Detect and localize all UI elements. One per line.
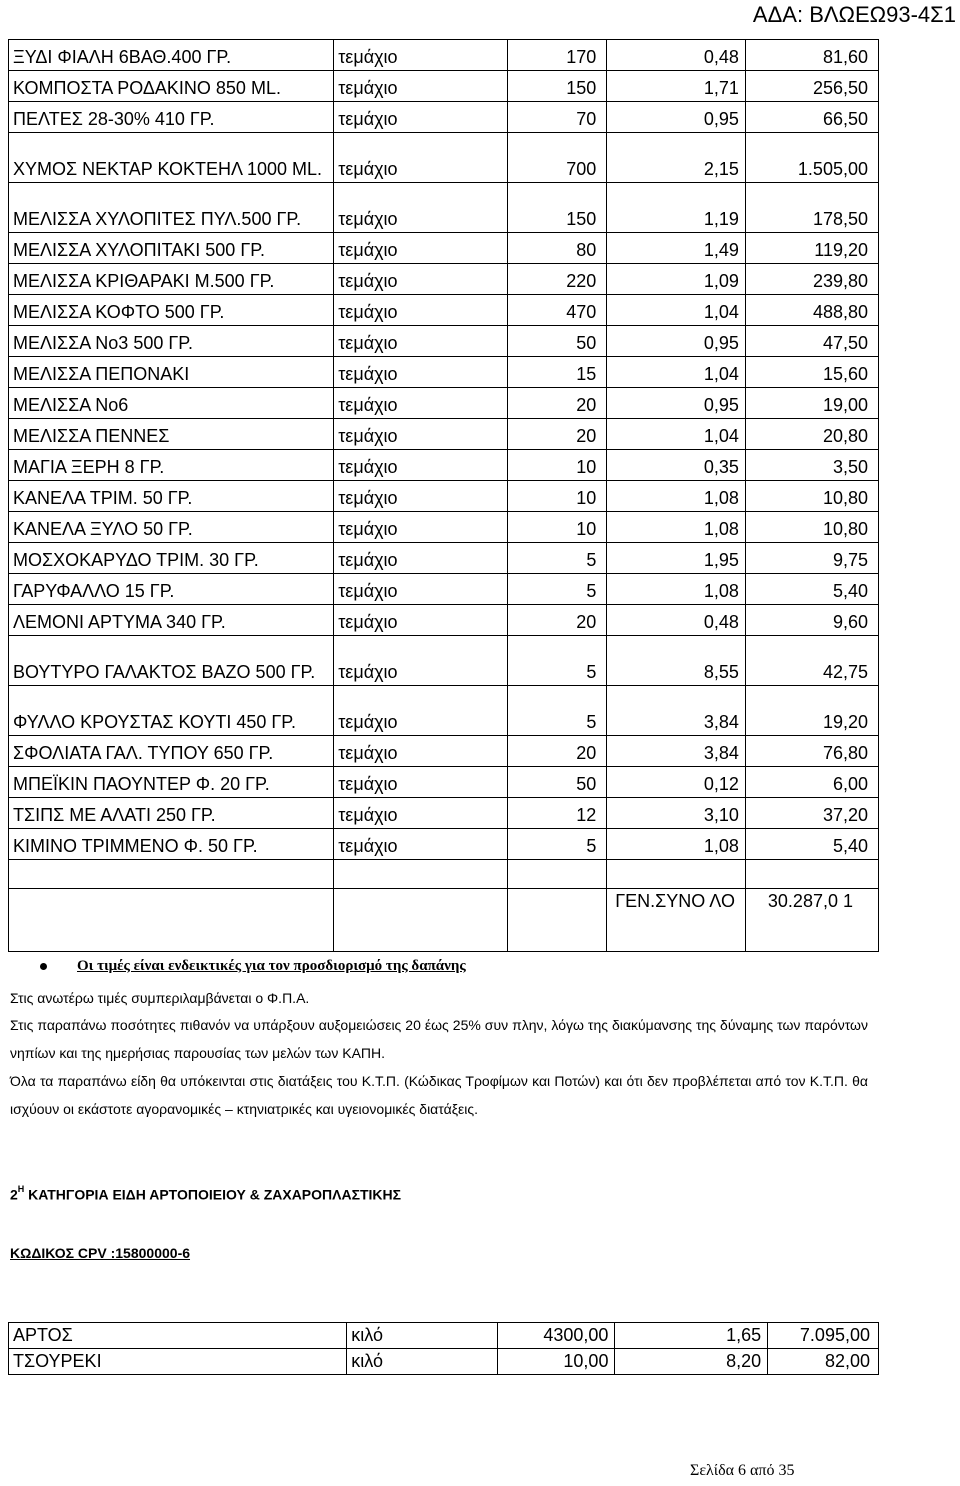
item-price: 1,71: [607, 71, 746, 102]
item-description: ΜΕΛΙΣΣΑ ΧΥΛΟΠΙΤΕΣ ΠΥΛ.500 ΓΡ.: [9, 183, 334, 233]
item-unit: τεμάχιο: [334, 512, 508, 543]
bread-total: 82,00: [768, 1349, 879, 1375]
item-unit: τεμάχιο: [334, 295, 508, 326]
item-description: ΜΠΕΪΚΙΝ ΠΑΟΥΝΤΕΡ Φ. 20 ΓΡ.: [9, 767, 334, 798]
table-row: [9, 512, 879, 543]
table-row: [9, 798, 879, 829]
item-price: 0,95: [607, 102, 746, 133]
table-row: [9, 183, 879, 233]
table-row: [9, 40, 879, 71]
bread-unit: κιλό: [347, 1349, 497, 1375]
table-row: [9, 543, 879, 574]
item-total: 5,40: [745, 829, 878, 860]
item-unit: τεμάχιο: [334, 686, 508, 736]
note-quantities: Στις παραπάνω ποσότητες πιθανόν να υπάρξουν αυξομειώσεις 20 έως 25% συν πλην, λόγω της διακύμανσης της δύναμης των παρόντων νηπίων και της ημερήσιας παρουσίας των μελών των ΚΑΠΗ.: [10, 1017, 868, 1061]
item-quantity: 5: [508, 574, 607, 605]
item-quantity: 70: [508, 102, 607, 133]
item-unit: τεμάχιο: [334, 102, 508, 133]
table-row: [9, 264, 879, 295]
item-total: 1.505,00: [745, 133, 878, 183]
item-unit: τεμάχιο: [334, 829, 508, 860]
bread-total: 7.095,00: [768, 1323, 879, 1349]
note-bullet: [40, 958, 466, 975]
item-description: ΦΥΛΛΟ ΚΡΟΥΣΤΑΣ ΚΟΥΤΙ 450 ΓΡ.: [9, 686, 334, 736]
bread-price: 1,65: [615, 1323, 768, 1349]
item-quantity: 470: [508, 295, 607, 326]
item-price: 0,35: [607, 450, 746, 481]
table-row: [9, 605, 879, 636]
item-quantity: 80: [508, 233, 607, 264]
item-total: 42,75: [745, 636, 878, 686]
item-total: 239,80: [745, 264, 878, 295]
item-description: ΜΟΣΧΟΚΑΡΥΔΟ ΤΡΙΜ. 30 ΓΡ.: [9, 543, 334, 574]
item-total: 20,80: [745, 419, 878, 450]
item-description: ΜΕΛΙΣΣΑ ΠΕΝΝΕΣ: [9, 419, 334, 450]
item-total: 37,20: [745, 798, 878, 829]
item-description: ΛΕΜΟΝΙ ΑΡΤΥΜΑ 340 ΓΡ.: [9, 605, 334, 636]
item-total: 9,75: [745, 543, 878, 574]
item-description: ΚΑΝΕΛΑ ΞΥΛΟ 50 ΓΡ.: [9, 512, 334, 543]
item-quantity: 20: [508, 388, 607, 419]
item-total: 9,60: [745, 605, 878, 636]
item-price: 1,04: [607, 295, 746, 326]
items-table: [8, 39, 879, 952]
item-description: ΧΥΜΟΣ ΝΕΚΤΑΡ ΚΟΚΤΕΗΛ 1000 ML.: [9, 133, 334, 183]
item-total: 15,60: [745, 357, 878, 388]
table-row: [9, 736, 879, 767]
item-quantity: 170: [508, 40, 607, 71]
item-unit: τεμάχιο: [334, 71, 508, 102]
item-quantity: 150: [508, 183, 607, 233]
item-total: 3,50: [745, 450, 878, 481]
item-price: 1,09: [607, 264, 746, 295]
item-total: 66,50: [745, 102, 878, 133]
item-price: 0,48: [607, 40, 746, 71]
item-unit: τεμάχιο: [334, 183, 508, 233]
item-price: 1,08: [607, 481, 746, 512]
table-row: [9, 686, 879, 736]
bullet-icon: [40, 963, 47, 970]
note-vat: Στις ανωτέρω τιμές συμπεριλαμβάνεται ο Φ.Π.Α.: [10, 990, 310, 1006]
item-total: 6,00: [745, 767, 878, 798]
item-quantity: 5: [508, 543, 607, 574]
grand-total-row: [9, 889, 879, 952]
item-unit: τεμάχιο: [334, 264, 508, 295]
category-number: 2: [10, 1186, 18, 1203]
item-description: ΞΥΔΙ ΦΙΑΛΗ 6ΒΑΘ.400 ΓΡ.: [9, 40, 334, 71]
table-row: [9, 636, 879, 686]
item-price: 0,12: [607, 767, 746, 798]
bread-table: [8, 1322, 879, 1375]
item-price: 0,48: [607, 605, 746, 636]
item-quantity: 220: [508, 264, 607, 295]
item-unit: τεμάχιο: [334, 388, 508, 419]
item-description: ΠΕΛΤΕΣ 28-30% 410 ΓΡ.: [9, 102, 334, 133]
page-number: Σελίδα 6 από 35: [690, 1462, 795, 1479]
item-total: 178,50: [745, 183, 878, 233]
item-quantity: 5: [508, 636, 607, 686]
item-unit: τεμάχιο: [334, 357, 508, 388]
bread-unit: κιλό: [347, 1323, 497, 1349]
item-price: 3,84: [607, 686, 746, 736]
cpv-code: ΚΩΔΙΚΟΣ CPV :15800000-6: [10, 1245, 191, 1261]
table-row: [9, 388, 879, 419]
table-row: [9, 450, 879, 481]
item-price: 8,55: [607, 636, 746, 686]
table-row: [9, 295, 879, 326]
item-unit: τεμάχιο: [334, 736, 508, 767]
item-description: ΜΕΛΙΣΣΑ ΚΡΙΘΑΡΑΚΙ Μ.500 ΓΡ.: [9, 264, 334, 295]
item-price: 1,08: [607, 512, 746, 543]
item-unit: τεμάχιο: [334, 481, 508, 512]
note-regulations: Όλα τα παραπάνω είδη θα υπόκεινται στις διατάξεις του Κ.Τ.Π. (Κώδικας Τροφίμων και Ποτών) και ότι δεν προβλέπεται από τον Κ.Τ.Π. θα ισχύουν οι εκάστοτε αγορανομικές – κτηνιατρικές και υγειονομικές διατάξεις.: [10, 1073, 868, 1117]
item-price: 1,08: [607, 574, 746, 605]
item-unit: τεμάχιο: [334, 419, 508, 450]
category-title: ΚΑΤΗΓΟΡΙΑ ΕΙΔΗ ΑΡΤΟΠΟΙΕΙΟΥ & ΖΑΧΑΡΟΠΛΑΣΤΙΚΗΣ: [24, 1186, 402, 1203]
item-unit: τεμάχιο: [334, 636, 508, 686]
item-description: ΤΣΙΠΣ ΜΕ ΑΛΑΤΙ 250 ΓΡ.: [9, 798, 334, 829]
item-quantity: 5: [508, 686, 607, 736]
item-unit: τεμάχιο: [334, 133, 508, 183]
item-unit: τεμάχιο: [334, 574, 508, 605]
item-total: 256,50: [745, 71, 878, 102]
item-description: ΓΑΡΥΦΑΛΛΟ 15 ΓΡ.: [9, 574, 334, 605]
item-quantity: 700: [508, 133, 607, 183]
bread-quantity: 4300,00: [497, 1323, 615, 1349]
grand-total-label: ΓΕΝ.ΣΥΝΟ ΛΟ: [607, 889, 746, 952]
item-description: ΜΑΓΙΑ ΞΕΡΗ 8 ΓΡ.: [9, 450, 334, 481]
item-unit: τεμάχιο: [334, 40, 508, 71]
item-total: 5,40: [745, 574, 878, 605]
item-unit: τεμάχιο: [334, 450, 508, 481]
item-price: 3,84: [607, 736, 746, 767]
item-description: ΜΕΛΙΣΣΑ ΧΥΛΟΠΙΤΑΚΙ 500 ΓΡ.: [9, 233, 334, 264]
item-description: ΚΑΝΕΛΑ ΤΡΙΜ. 50 ΓΡ.: [9, 481, 334, 512]
item-quantity: 10: [508, 512, 607, 543]
item-quantity: 12: [508, 798, 607, 829]
table-row: [9, 481, 879, 512]
item-total: 19,20: [745, 686, 878, 736]
grand-total-value: 30.287,0 1: [745, 889, 878, 952]
item-quantity: 5: [508, 829, 607, 860]
item-unit: τεμάχιο: [334, 326, 508, 357]
category-heading: [10, 1186, 401, 1203]
item-price: 3,10: [607, 798, 746, 829]
item-total: 19,00: [745, 388, 878, 419]
bread-description: ΤΣΟΥΡΕΚΙ: [9, 1349, 347, 1375]
table-row: [9, 419, 879, 450]
item-price: 1,04: [607, 357, 746, 388]
item-quantity: 50: [508, 767, 607, 798]
item-total: 119,20: [745, 233, 878, 264]
item-description: ΚΙΜΙΝΟ ΤΡΙΜΜΕΝΟ Φ. 50 ΓΡ.: [9, 829, 334, 860]
item-quantity: 10: [508, 481, 607, 512]
item-total: 76,80: [745, 736, 878, 767]
bread-description: ΑΡΤΟΣ: [9, 1323, 347, 1349]
table-row: [9, 1323, 879, 1349]
table-row: [9, 357, 879, 388]
item-total: 10,80: [745, 481, 878, 512]
bread-quantity: 10,00: [497, 1349, 615, 1375]
table-row: [9, 829, 879, 860]
item-price: 1,04: [607, 419, 746, 450]
item-unit: τεμάχιο: [334, 767, 508, 798]
item-unit: τεμάχιο: [334, 233, 508, 264]
table-row: [9, 102, 879, 133]
item-price: 1,49: [607, 233, 746, 264]
table-row: [9, 767, 879, 798]
item-quantity: 10: [508, 450, 607, 481]
item-quantity: 50: [508, 326, 607, 357]
table-row: [9, 233, 879, 264]
item-price: 2,15: [607, 133, 746, 183]
item-quantity: 20: [508, 736, 607, 767]
category-sup: Η: [17, 1184, 25, 1194]
table-row: [9, 1349, 879, 1375]
item-description: ΒΟΥΤΥΡΟ ΓΑΛΑΚΤΟΣ ΒΑΖΟ 500 ΓΡ.: [9, 636, 334, 686]
item-description: ΜΕΛΙΣΣΑ ΚΟΦΤΟ 500 ΓΡ.: [9, 295, 334, 326]
item-description: ΜΕΛΙΣΣΑ Νο6: [9, 388, 334, 419]
item-description: ΚΟΜΠΟΣΤΑ ΡΟΔΑΚΙΝΟ 850 ML.: [9, 71, 334, 102]
item-price: 0,95: [607, 326, 746, 357]
note-bullet-text: Οι τιμές είναι ενδεικτικές για τον προσδιορισμό της δαπάνης: [77, 958, 466, 974]
table-row: [9, 133, 879, 183]
item-description: ΣΦΟΛΙΑΤΑ ΓΑΛ. ΤΥΠΟΥ 650 ΓΡ.: [9, 736, 334, 767]
item-quantity: 150: [508, 71, 607, 102]
item-description: ΜΕΛΙΣΣΑ Νο3 500 ΓΡ.: [9, 326, 334, 357]
table-row: [9, 71, 879, 102]
item-total: 10,80: [745, 512, 878, 543]
table-row: [9, 574, 879, 605]
bread-price: 8,20: [615, 1349, 768, 1375]
item-quantity: 20: [508, 419, 607, 450]
item-unit: τεμάχιο: [334, 605, 508, 636]
item-quantity: 15: [508, 357, 607, 388]
item-quantity: 20: [508, 605, 607, 636]
item-price: 1,95: [607, 543, 746, 574]
item-price: 1,19: [607, 183, 746, 233]
ada-code: ΑΔΑ: ΒΛΩΕΩ93-4Σ1: [752, 2, 956, 27]
item-total: 488,80: [745, 295, 878, 326]
item-price: 1,08: [607, 829, 746, 860]
item-total: 81,60: [745, 40, 878, 71]
item-description: ΜΕΛΙΣΣΑ ΠΕΠΟΝΑΚΙ: [9, 357, 334, 388]
item-unit: τεμάχιο: [334, 798, 508, 829]
spacer-row: [9, 860, 879, 889]
item-unit: τεμάχιο: [334, 543, 508, 574]
table-row: [9, 326, 879, 357]
item-total: 47,50: [745, 326, 878, 357]
item-price: 0,95: [607, 388, 746, 419]
